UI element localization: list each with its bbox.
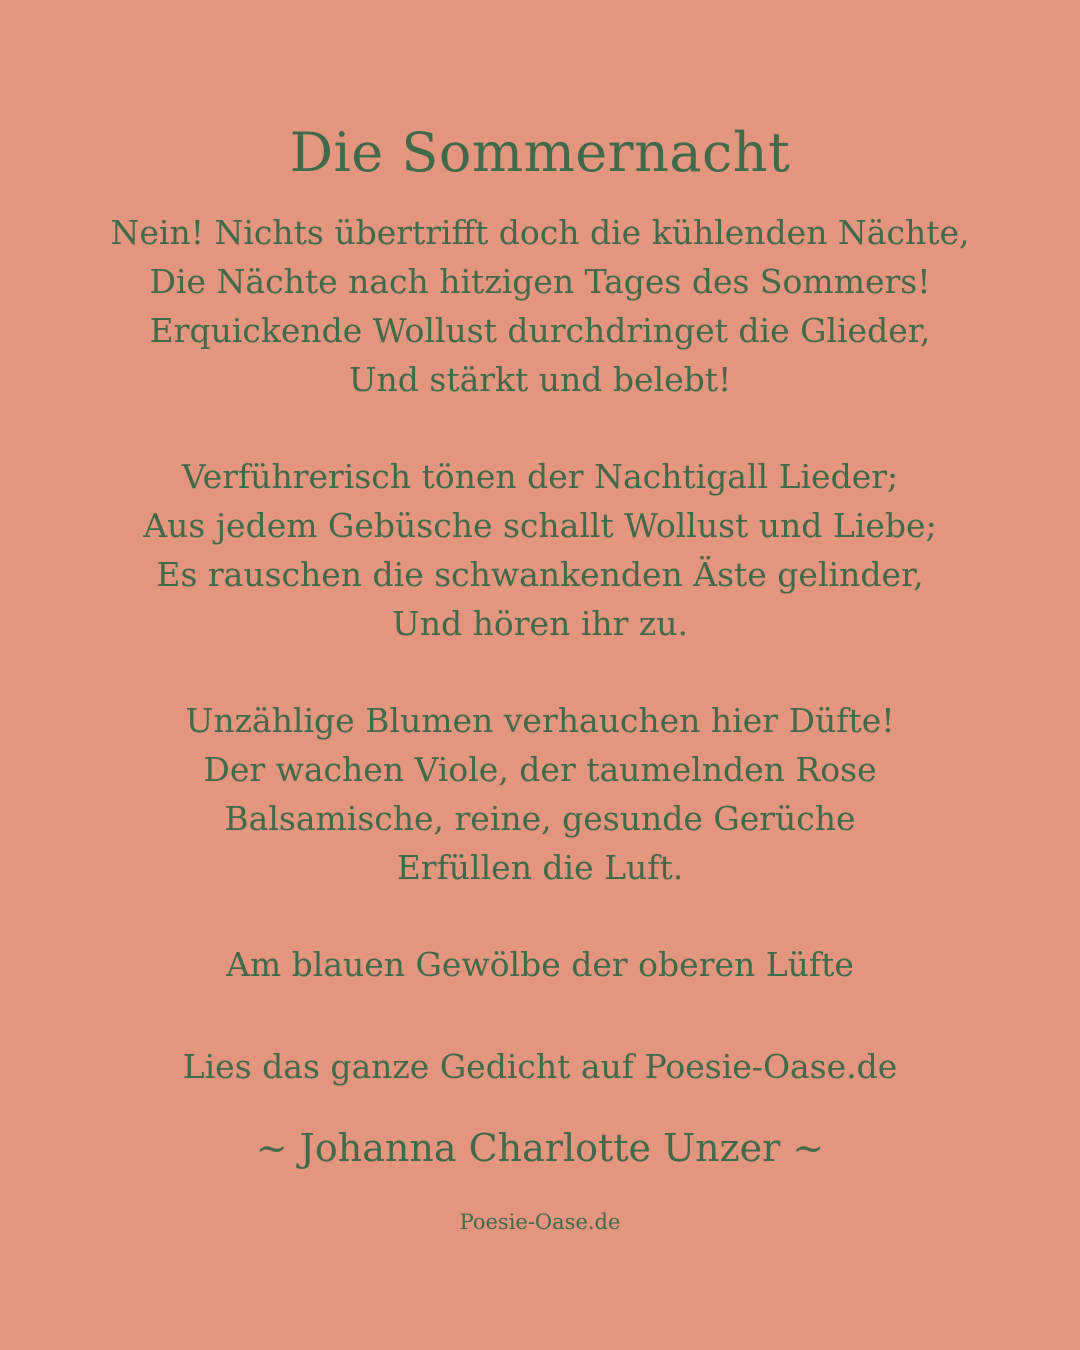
poem-line: Erfüllen die Luft. bbox=[396, 848, 684, 887]
poem-line: Es rauschen die schwankenden Äste gelinder, bbox=[156, 555, 924, 594]
poem-body bbox=[0, 208, 1080, 1037]
poem-line: Am blauen Gewölbe der oberen Lüfte bbox=[226, 945, 854, 984]
poem-line: Erquickende Wollust durchdringet die Glieder, bbox=[149, 311, 931, 350]
poem-line: Unzählige Blumen verhauchen hier Düfte! bbox=[185, 701, 895, 740]
poem-line: Verführerisch tönen der Nachtigall Lieder; bbox=[181, 457, 899, 496]
read-full-poem-text: Lies das ganze Gedicht auf Poesie-Oase.de bbox=[182, 1047, 898, 1086]
poem-line: Nein! Nichts übertrifft doch die kühlenden Nächte, bbox=[110, 213, 970, 252]
stanza-3 bbox=[0, 696, 1080, 892]
stanza-4 bbox=[0, 940, 1080, 989]
poem-author: ~ Johanna Charlotte Unzer ~ bbox=[255, 1126, 825, 1170]
poem-title: Die Sommernacht bbox=[289, 121, 791, 184]
poem-line: Die Nächte nach hitzigen Tages des Sommers! bbox=[149, 262, 931, 301]
poem-line: Der wachen Viole, der taumelnden Rose bbox=[203, 750, 877, 789]
site-watermark: Poesie-Oase.de bbox=[459, 1210, 621, 1234]
stanza-1 bbox=[0, 208, 1080, 404]
poem-line: Balsamische, reine, gesunde Gerüche bbox=[224, 799, 856, 838]
poem-line: Und hören ihr zu. bbox=[391, 604, 689, 643]
poem-line: Aus jedem Gebüsche schallt Wollust und Liebe; bbox=[143, 506, 937, 545]
stanza-2 bbox=[0, 452, 1080, 648]
poem-line: Und stärkt und belebt! bbox=[348, 360, 732, 399]
